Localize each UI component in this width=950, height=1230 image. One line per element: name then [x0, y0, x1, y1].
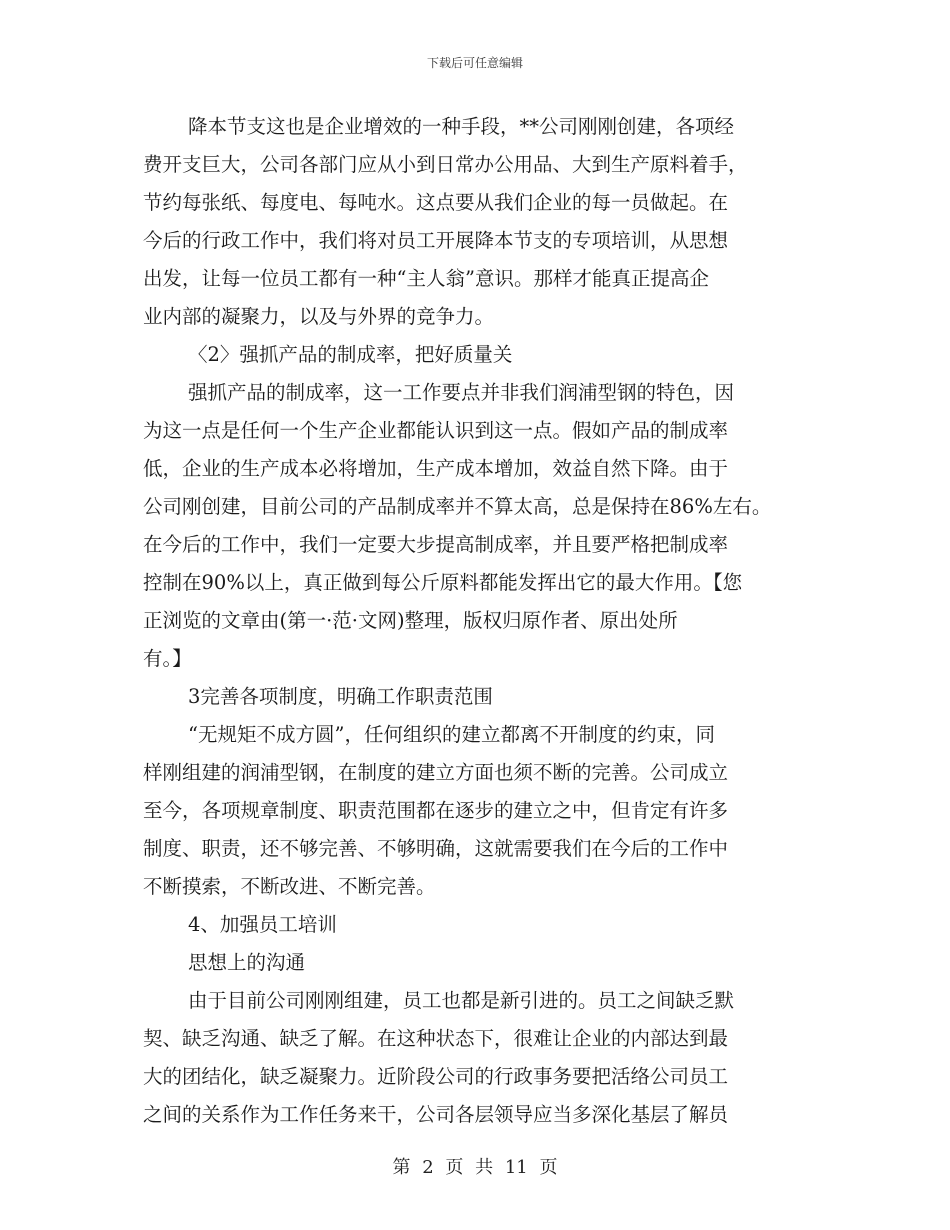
text-line: 正浏览的文章由(第一·范·文网)整理，版权归原作者、原出处所: [143, 609, 678, 632]
text-line: 今后的行政工作中，我们将对员工开展降本节支的专项培训，从思想: [143, 229, 729, 252]
text-line: 制度、职责，还不够完善、不够明确，这就需要我们在今后的工作中: [143, 837, 729, 860]
text-line: 业内部的凝聚力，以及与外界的竞争力。: [143, 305, 495, 328]
text-line: 强抓产品的制成率，这一工作要点并非我们润浦型钢的特色，因: [188, 381, 735, 404]
text-line: 至今，各项规章制度、职责范围都在逐步的建立之中，但肯定有许多: [143, 799, 729, 822]
text-line: 之间的关系作为工作任务来干，公司各层领导应当多深化基层了解员: [143, 1103, 729, 1126]
text-line: 低，企业的生产成本必将增加，生产成本增加，效益自然下降。由于: [143, 457, 729, 480]
text-line: 由于目前公司刚刚组建，员工也都是新引进的。员工之间缺乏默: [188, 989, 735, 1012]
text-line: 不断摸索，不断改进、不断完善。: [143, 875, 436, 898]
section-heading: 3完善各项制度，明确工作职责范围: [188, 685, 493, 708]
text-line: 降本节支这也是企业增效的一种手段，**公司刚刚创建，各项经: [188, 115, 735, 138]
text-line: 大的团结化，缺乏凝聚力。近阶段公司的行政事务要把活络公司员工: [143, 1065, 729, 1088]
text-line: 节约每张纸、每度电、每吨水。这点要从我们企业的每一员做起。在: [143, 191, 729, 214]
section-heading: 4、加强员工培训: [188, 913, 337, 936]
page-header: 下载后可任意编辑: [426, 56, 523, 70]
text-line: 为这一点是任何一个生产企业都能认识到这一点。假如产品的制成率: [143, 419, 729, 442]
text-line: 契、缺乏沟通、缺乏了解。在这种状态下，很难让企业的内部达到最: [143, 1027, 729, 1050]
subsection-heading: 思想上的沟通: [188, 951, 306, 974]
section-heading: 〈2〉强抓产品的制成率，把好质量关: [188, 343, 513, 366]
text-line: 样刚组建的润浦型钢，在制度的建立方面也须不断的完善。公司成立: [143, 761, 729, 784]
text-line: 出发，让每一位员工都有一种“主人翁”意识。那样才能真正提高企: [143, 267, 709, 290]
text-line: 费开支巨大，公司各部门应从小到日常办公用品、大到生产原料着手，: [143, 153, 748, 176]
text-line: 有。】: [143, 647, 192, 670]
text-line: 公司刚创建，目前公司的产品制成率并不算太高，总是保持在86%左右。: [143, 495, 772, 518]
text-line: 控制在90%以上，真正做到每公斤原料都能发挥出它的最大作用。【您: [143, 571, 743, 594]
document-body: [143, 108, 843, 1134]
text-line: 在今后的工作中，我们一定要大步提高制成率，并且要严格把制成率: [143, 533, 729, 556]
text-line: “无规矩不成方圆”，任何组织的建立都离不开制度的约束，同: [188, 723, 715, 746]
page-footer: 第 2 页 共 11 页: [392, 1157, 558, 1178]
